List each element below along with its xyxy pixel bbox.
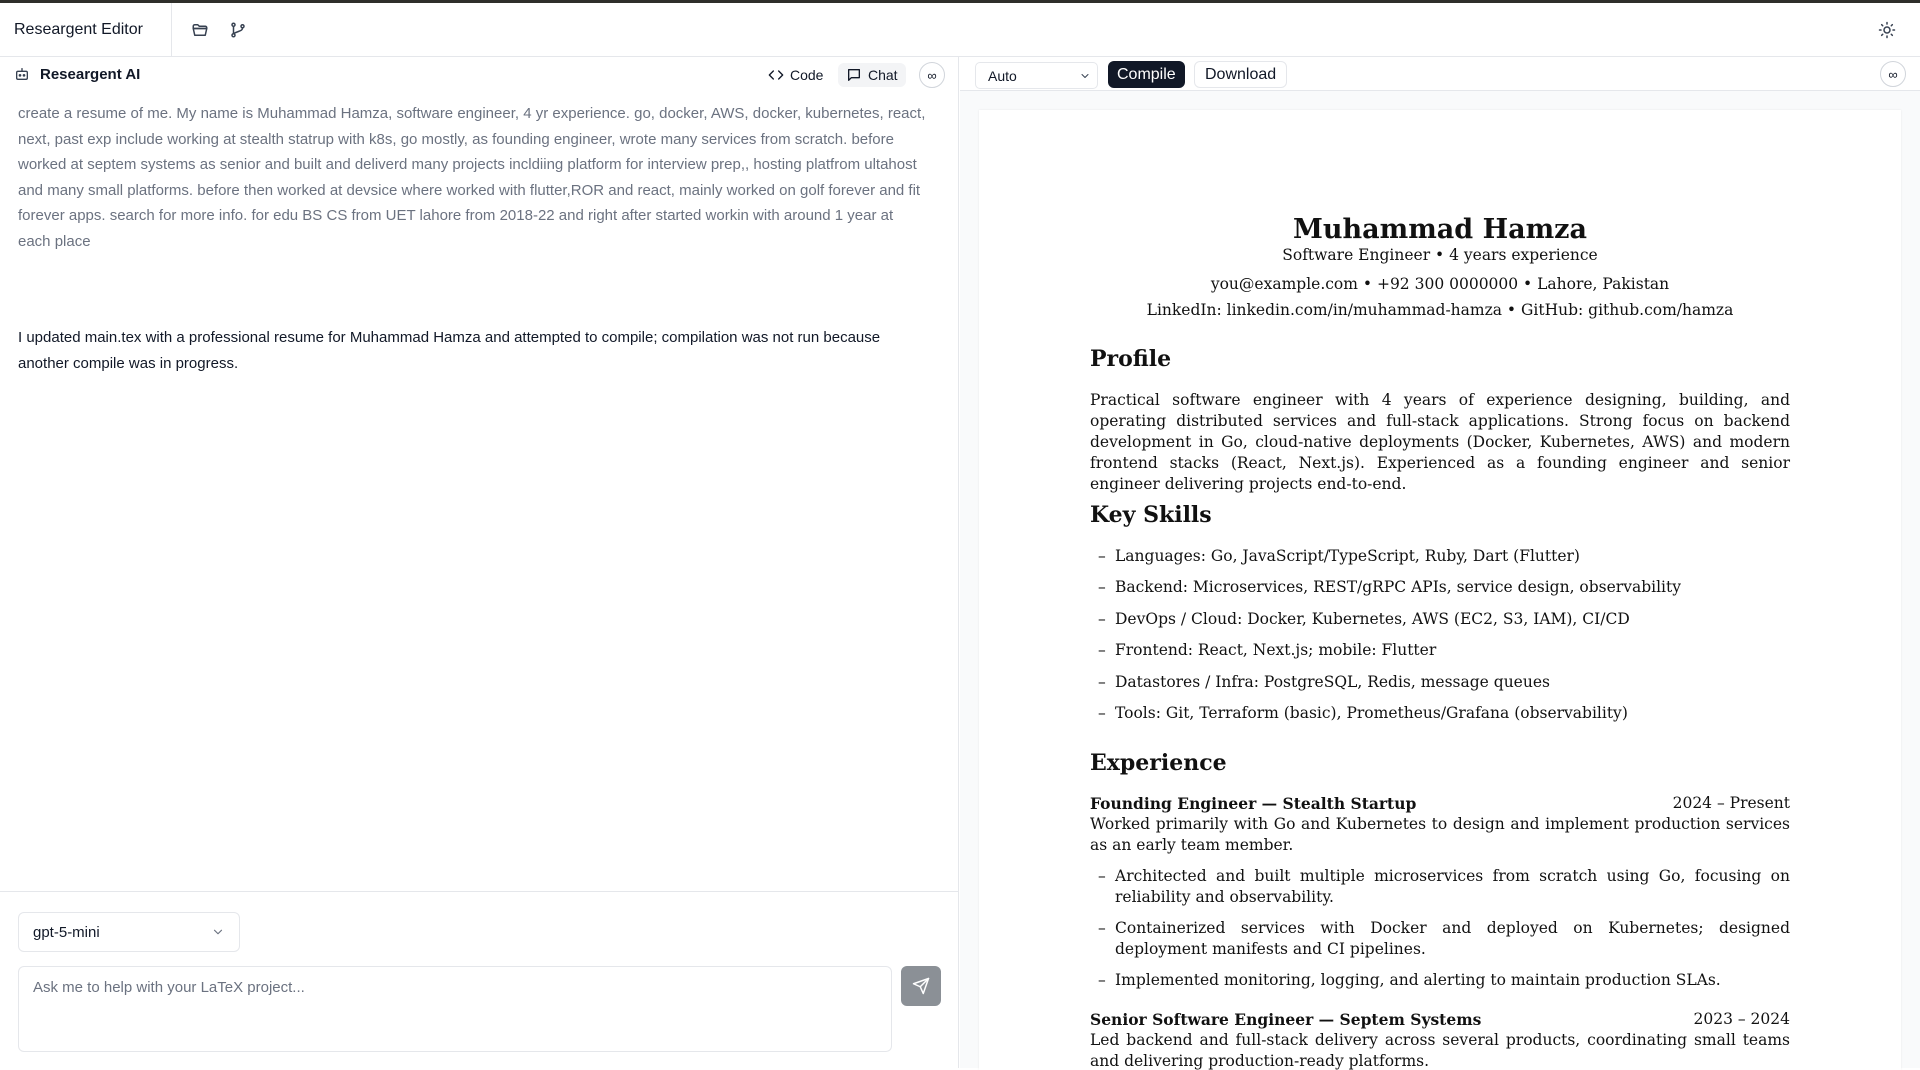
compile-mode-value: Auto: [988, 67, 1017, 84]
tab-chat[interactable]: [838, 63, 906, 87]
bot-icon: [14, 66, 30, 82]
app-header: [0, 3, 1920, 57]
job-title: Founding Engineer — Stealth Startup: [1090, 794, 1417, 813]
skill-item: – DevOps / Cloud: Docker, Kubernetes, AWS (EC2, S3, IAM), CI/CD: [1098, 610, 1630, 628]
skill-item: – Languages: Go, JavaScript/TypeScript, Ruby, Dart (Flutter): [1098, 547, 1580, 565]
compile-mode-select[interactable]: [975, 62, 1098, 89]
preview-toolbar: [960, 57, 1920, 91]
skill-item: – Datastores / Infra: PostgreSQL, Redis, message queues: [1098, 673, 1550, 691]
code-icon: [768, 67, 784, 83]
sun-icon[interactable]: [1872, 15, 1902, 45]
tab-chat-label: Chat: [868, 67, 898, 83]
download-button[interactable]: Download: [1194, 61, 1287, 88]
compile-button[interactable]: Compile: [1108, 61, 1185, 88]
git-branch-icon[interactable]: [223, 15, 253, 45]
chevron-down-icon: [211, 925, 225, 939]
preview-panel: [960, 57, 1920, 1068]
section-profile-heading: Profile: [1090, 346, 1172, 372]
tab-code-label: Code: [790, 67, 824, 83]
section-skills-heading: Key Skills: [1090, 502, 1212, 528]
user-message: create a resume of me. My name is Muhammad Hamza, software engineer, 4 yr experience. go, docker, AWS, docker, kubernetes, react, next, past exp include working at stealth statrup with k8s, go mostly, as founding engineer, wrote many services from scratch. before worked at septem systems as senior and built and deliverd many projects incldiing platform for interview prep,, hosting platfrom ultahost and many small platforms. before then worked at devsice where worked with flutter,ROR and react, mainly worked on golf forever and fit forever apps. search for more info. for edu BS CS from UET lahore from 2018-22 and right after started workin with around 1 year at each place: [18, 105, 926, 250]
job-title: Senior Software Engineer — Septem Systems: [1090, 1010, 1482, 1029]
resume-contact: you@example.com • +92 300 0000000 • Lahore, Pakistan: [1210, 275, 1670, 293]
job-bullet: – Implemented monitoring, logging, and alerting to maintain production SLAs.: [1098, 971, 1721, 989]
job-bullet: – Architected and built multiple microservices from scratch using Go, focusing on reliability and observability.: [1098, 867, 1790, 906]
section-experience-heading: Experience: [1090, 750, 1227, 776]
job-header: [1090, 1010, 1790, 1029]
model-select[interactable]: [18, 912, 240, 952]
send-button[interactable]: [901, 966, 941, 1006]
chat-icon: [846, 67, 862, 83]
ai-panel-header: [0, 57, 958, 91]
chevron-down-icon: [1079, 70, 1091, 82]
chat-messages: [0, 91, 958, 891]
job-header: [1090, 794, 1790, 813]
prompt-input[interactable]: [18, 966, 892, 1052]
job-dates: 2024 – Present: [1672, 794, 1790, 812]
skill-item: – Tools: Git, Terraform (basic), Prometheus/Grafana (observability): [1098, 704, 1628, 722]
ai-panel: [0, 57, 959, 1068]
resume-subtitle: Software Engineer • 4 years experience: [1282, 246, 1598, 264]
job-dates: 2023 – 2024: [1693, 1010, 1790, 1028]
profile-text: Practical software engineer with 4 years of experience designing, building, and operating distributed services and full-stack applications. Strong focus on backend development in Go, cloud-native deployments (Docker, Kubernetes, AWS) and modern frontend stacks (React, Next.js). Experienced as a founding engineer and senior engineer delivering projects end-to-end.: [1090, 391, 1790, 493]
resume-name: Muhammad Hamza: [1293, 214, 1587, 245]
model-select-value: gpt-5-mini: [33, 923, 100, 941]
job-bullet: – Containerized services with Docker and deployed on Kubernetes; designed deployment manifests and CI pipelines.: [1098, 919, 1790, 958]
job-summary: Led backend and full-stack delivery across several products, coordinating small teams and delivering production-ready platforms.: [1090, 1031, 1790, 1070]
skill-item: – Backend: Microservices, REST/gRPC APIs, service design, observability: [1098, 578, 1681, 596]
folder-icon[interactable]: [185, 15, 215, 45]
infinity-button[interactable]: ∞: [1880, 61, 1906, 87]
pdf-page: [979, 110, 1901, 1070]
resume-links: LinkedIn: linkedin.com/in/muhammad-hamza • GitHub: github.com/hamza: [1146, 301, 1734, 319]
app-title: Researgent Editor: [0, 3, 172, 57]
send-icon: [912, 977, 930, 995]
job-summary: Worked primarily with Go and Kubernetes to design and implement production services as an early team member.: [1090, 815, 1790, 854]
composer: [0, 891, 958, 1068]
assistant-message: I updated main.tex with a professional resume for Muhammad Hamza and attempted to compile; compilation was not run because another compile was in progress.: [18, 329, 881, 372]
infinity-button[interactable]: ∞: [919, 62, 945, 88]
skill-item: – Frontend: React, Next.js; mobile: Flutter: [1098, 641, 1437, 659]
ai-panel-title: Researgent AI: [40, 65, 141, 83]
tab-code[interactable]: [760, 63, 831, 87]
